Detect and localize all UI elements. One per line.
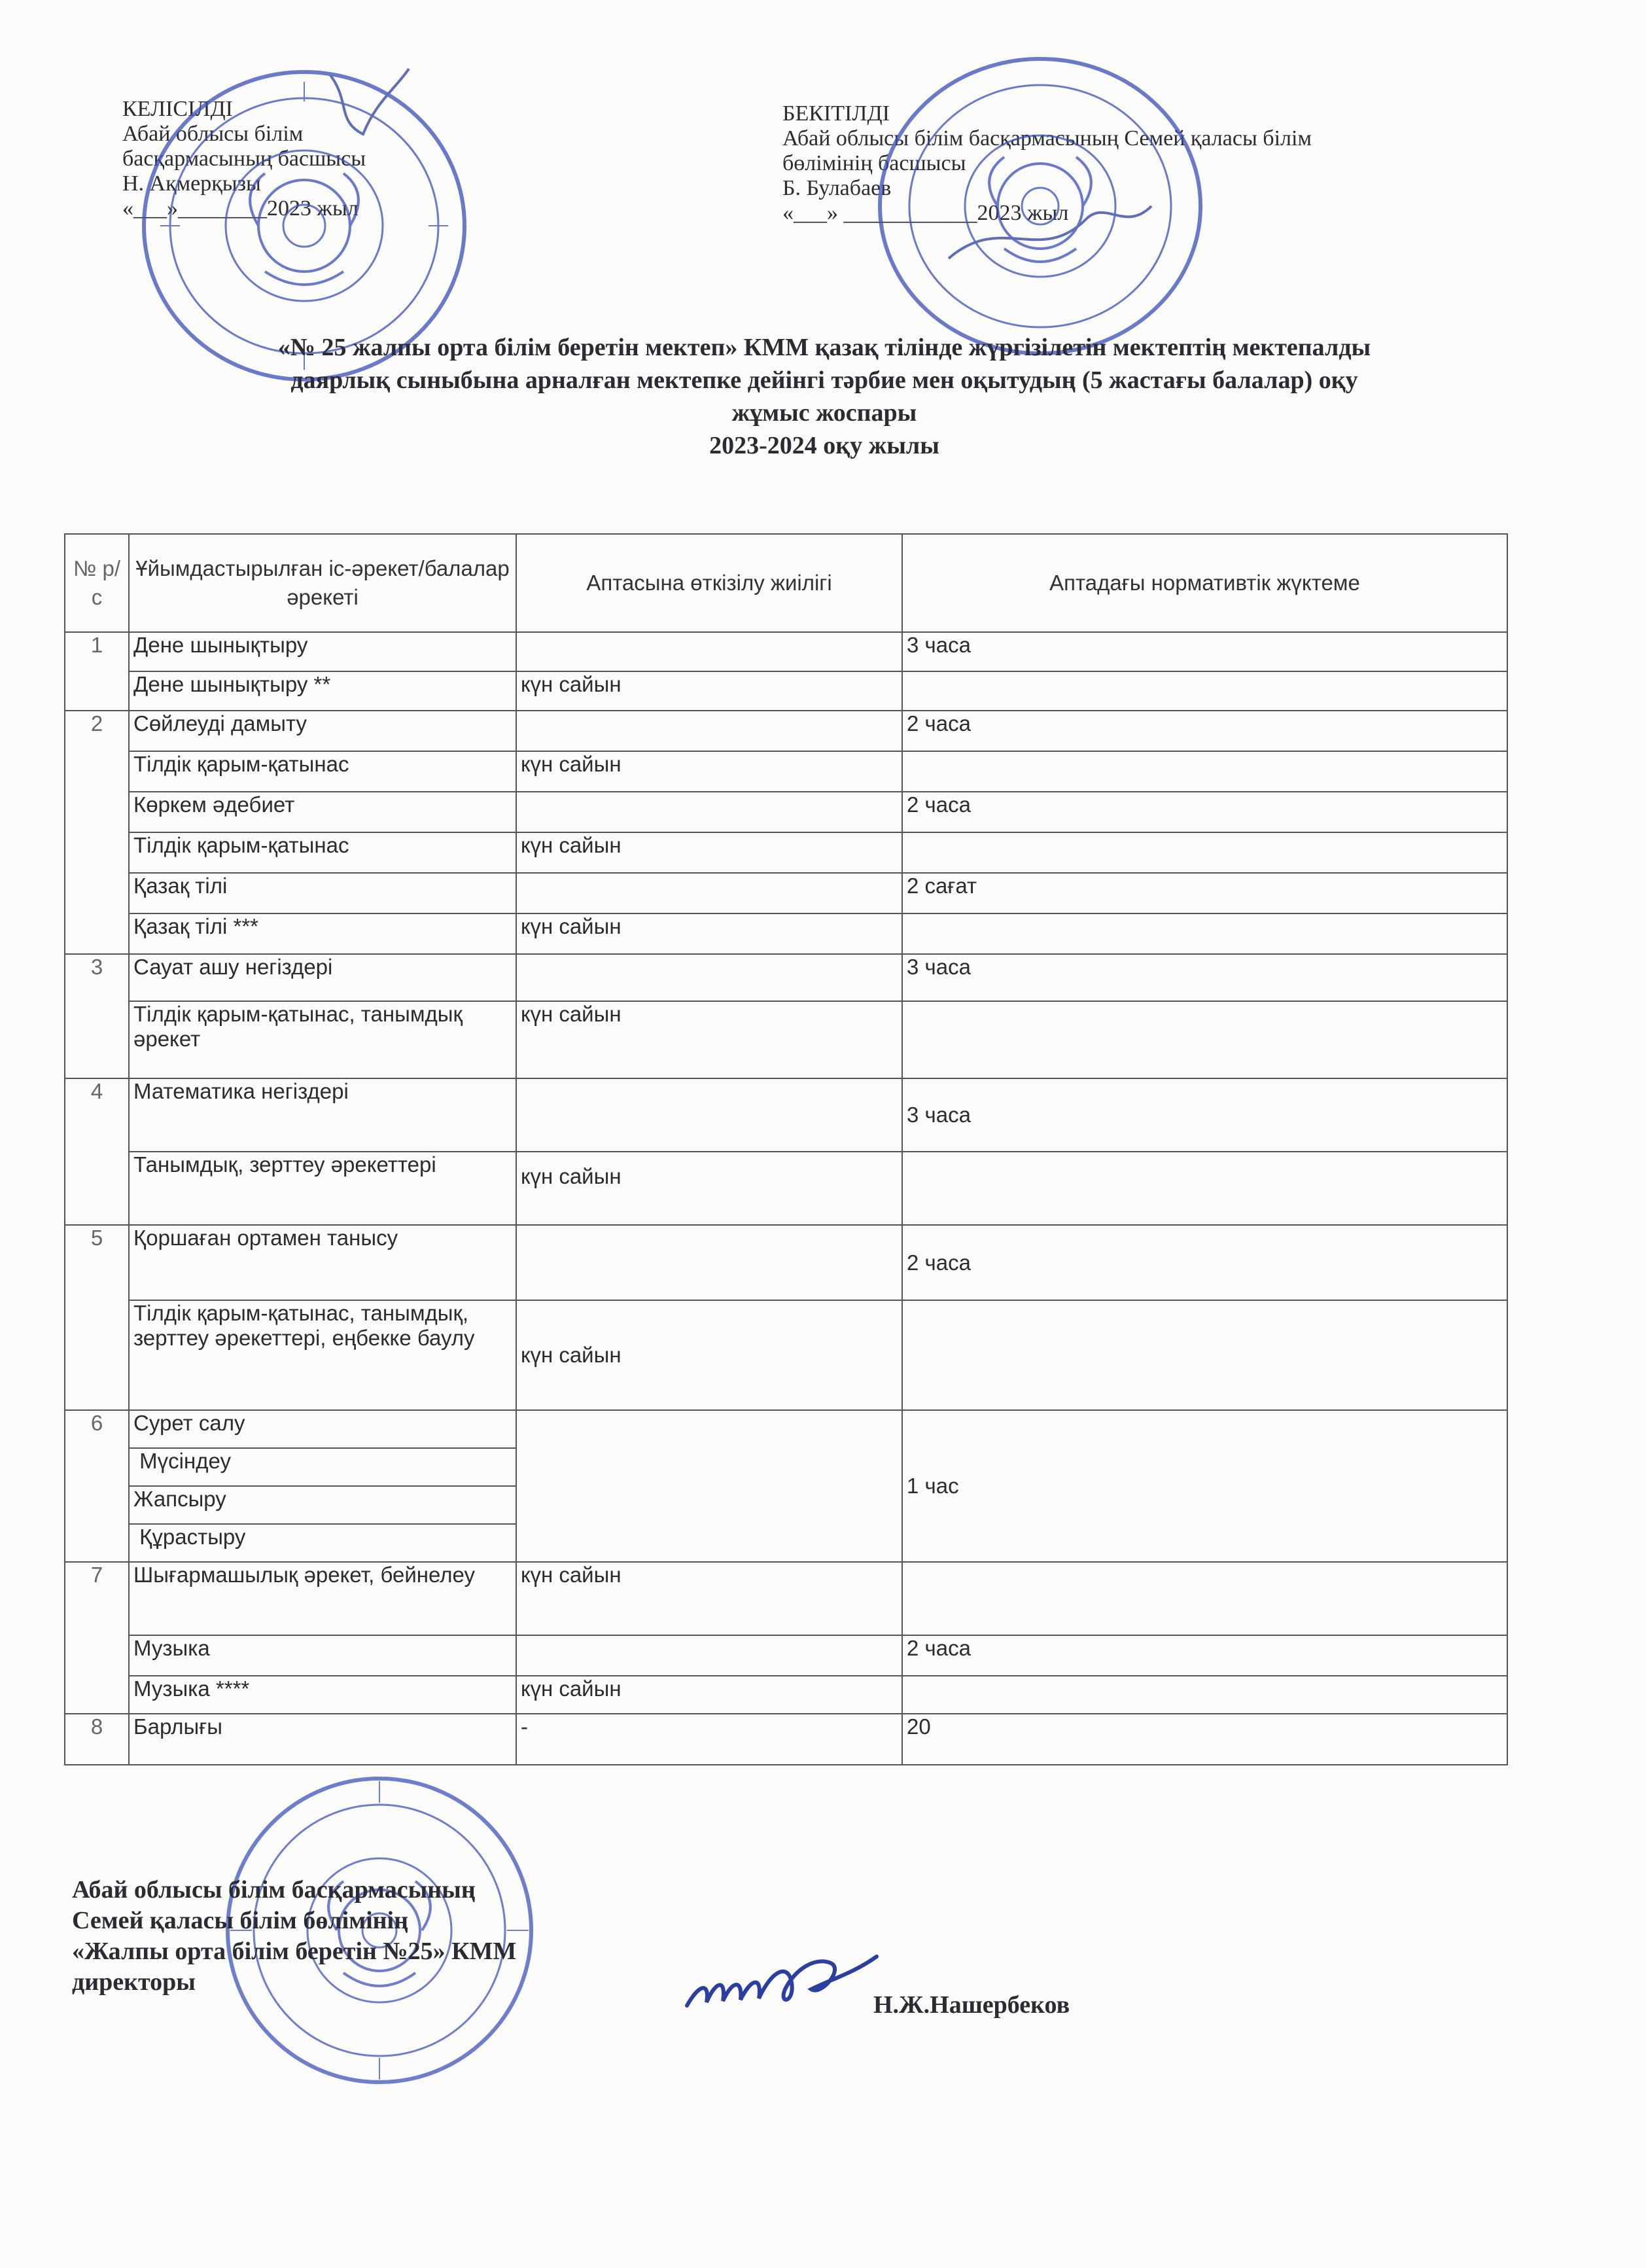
table-row: [65, 1635, 1507, 1676]
row-activity: Мүсіндеу: [129, 1448, 516, 1486]
row-activity: Барлығы: [129, 1714, 516, 1765]
row-num: 3: [65, 954, 129, 1078]
row-load: [902, 1300, 1507, 1410]
table-row: [65, 1152, 1507, 1225]
director-name: Н.Ж.Нашербеков: [873, 1991, 1070, 2019]
row-load: [902, 1001, 1507, 1078]
row-frequency: [516, 792, 902, 832]
row-num: 1: [65, 632, 129, 711]
row-frequency: [516, 873, 902, 913]
table-row: [65, 1676, 1507, 1714]
row-frequency: күн сайын: [516, 1562, 902, 1635]
title-line-1: «№ 25 жалпы орта білім беретін мектеп» КММ қазақ тілінде жүргізілетін мектептің мектепалды: [277, 334, 1371, 361]
row-load: [902, 832, 1507, 873]
row-activity: Музыка ****: [129, 1676, 516, 1714]
row-activity: Көркем әдебиет: [129, 792, 516, 832]
row-activity: Қазақ тілі ***: [129, 913, 516, 954]
table-row: [65, 1410, 1507, 1448]
approval-right-heading: БЕКІТІЛДІ: [782, 101, 890, 126]
row-frequency: [516, 1225, 902, 1300]
row-load: 2 часа: [902, 792, 1507, 832]
approval-right-line-1: Абай облысы білім басқармасының Семей қаласы білім: [782, 126, 1312, 151]
row-activity: Дене шынықтыру: [129, 632, 516, 671]
row-activity: Тілдік қарым-қатынас: [129, 832, 516, 873]
row-load: [902, 1152, 1507, 1225]
approval-left-heading: КЕЛІСІЛДІ: [122, 97, 233, 121]
approval-left: [122, 97, 366, 221]
footer-line-1: Абай облысы білім басқармасының: [72, 1876, 476, 1904]
table-row: [65, 711, 1507, 751]
row-activity: Қоршаған ортамен танысу: [129, 1225, 516, 1300]
row-num: 2: [65, 711, 129, 954]
row-load: [902, 751, 1507, 792]
row-load: 3 часа: [902, 1078, 1507, 1152]
row-load: 3 часа: [902, 632, 1507, 671]
table-row: [65, 751, 1507, 792]
table-row: [65, 913, 1507, 954]
table-row: [65, 873, 1507, 913]
table-row: [65, 671, 1507, 711]
row-activity: Сауат ашу негіздері: [129, 954, 516, 1001]
footer-line-2: Семей қаласы білім бөлімінің: [72, 1907, 408, 1934]
table-row: [65, 792, 1507, 832]
title-line-4: 2023-2024 оқу жылы: [709, 432, 939, 459]
row-load: 20: [902, 1714, 1507, 1765]
row-activity: Тілдік қарым-қатынас, танымдық, зерттеу әрекеттері, еңбекке баулу: [129, 1300, 516, 1410]
approval-right-line-3: Б. Булабаев: [782, 176, 892, 200]
table-row: [65, 954, 1507, 1001]
header-load: Аптадағы нормативтік жүктеме: [902, 534, 1507, 632]
row-num: 5: [65, 1225, 129, 1410]
row-activity: Дене шынықтыру **: [129, 671, 516, 711]
footer-line-4: директоры: [72, 1968, 196, 1996]
table-row: [65, 832, 1507, 873]
row-frequency: күн сайын: [516, 751, 902, 792]
approval-left-line-2: басқармасының басшысы: [122, 147, 366, 171]
approval-left-line-4: «___»________2023 жыл: [122, 196, 359, 221]
row-load: [902, 671, 1507, 711]
table-header-row: [65, 534, 1507, 632]
row-load: [902, 913, 1507, 954]
title-line-3: жұмыс жоспары: [731, 399, 917, 427]
row-load: [902, 1562, 1507, 1635]
approval-right-line-4: «___» ____________2023 жыл: [782, 201, 1069, 225]
row-load: 1 час: [902, 1410, 1507, 1562]
row-load: 2 сағат: [902, 873, 1507, 913]
table-row: [65, 1225, 1507, 1300]
row-activity: Қазақ тілі: [129, 873, 516, 913]
row-activity: Музыка: [129, 1635, 516, 1676]
header-num: № р/с: [65, 534, 129, 632]
row-activity: Математика негіздері: [129, 1078, 516, 1152]
approval-left-line-3: Н. Ақмерқызы: [122, 171, 261, 196]
row-activity: Тілдік қарым-қатынас: [129, 751, 516, 792]
row-activity: Шығармашылық әрекет, бейнелеу: [129, 1562, 516, 1635]
row-activity: Танымдық, зерттеу әрекеттері: [129, 1152, 516, 1225]
footer-signature-block: [72, 1875, 516, 1998]
row-frequency: [516, 1635, 902, 1676]
row-frequency: [516, 1410, 902, 1562]
row-frequency: күн сайын: [516, 832, 902, 873]
row-load: 2 часа: [902, 711, 1507, 751]
header-activity: Ұйымдастырылған іс-әрекет/балалар әрекеті: [129, 534, 516, 632]
row-num: 6: [65, 1410, 129, 1562]
row-activity: Сурет салу: [129, 1410, 516, 1448]
table-row: [65, 1300, 1507, 1410]
table-row: [65, 632, 1507, 671]
director-signature: [680, 1943, 890, 2022]
row-num: 8: [65, 1714, 129, 1765]
footer-line-3: «Жалпы орта білім беретін №25» КММ: [72, 1938, 517, 1965]
table-row: [65, 1562, 1507, 1635]
approval-right-line-2: бөлімінің басшысы: [782, 151, 966, 175]
table-row-total: [65, 1714, 1507, 1765]
row-load: 2 часа: [902, 1635, 1507, 1676]
row-load: [902, 1676, 1507, 1714]
row-load: 3 часа: [902, 954, 1507, 1001]
row-frequency: күн сайын: [516, 1001, 902, 1078]
title-line-2: даярлық сыныбына арналған мектепке дейінгі тәрбие мен оқытудың (5 жастағы балалар) оқу: [290, 366, 1358, 394]
row-activity: Құрастыру: [129, 1524, 516, 1562]
row-activity: Тілдік қарым-қатынас, танымдық әрекет: [129, 1001, 516, 1078]
row-num: 4: [65, 1078, 129, 1225]
study-plan-table: [64, 533, 1508, 1765]
row-frequency: -: [516, 1714, 902, 1765]
approval-right: [782, 101, 1312, 226]
document-title: [79, 331, 1570, 462]
table-row: [65, 1001, 1507, 1078]
row-frequency: [516, 632, 902, 671]
row-frequency: [516, 711, 902, 751]
row-frequency: күн сайын: [516, 913, 902, 954]
row-frequency: күн сайын: [516, 671, 902, 711]
row-frequency: күн сайын: [516, 1676, 902, 1714]
row-frequency: [516, 1078, 902, 1152]
table-row: [65, 1078, 1507, 1152]
row-frequency: күн сайын: [516, 1300, 902, 1410]
row-num: 7: [65, 1562, 129, 1714]
row-frequency: [516, 954, 902, 1001]
row-activity: Сөйлеуді дамыту: [129, 711, 516, 751]
header-frequency: Аптасына өткізілу жиілігі: [516, 534, 902, 632]
row-load: 2 часа: [902, 1225, 1507, 1300]
row-frequency: күн сайын: [516, 1152, 902, 1225]
row-activity: Жапсыру: [129, 1486, 516, 1524]
approval-left-line-1: Абай облысы білім: [122, 122, 304, 146]
